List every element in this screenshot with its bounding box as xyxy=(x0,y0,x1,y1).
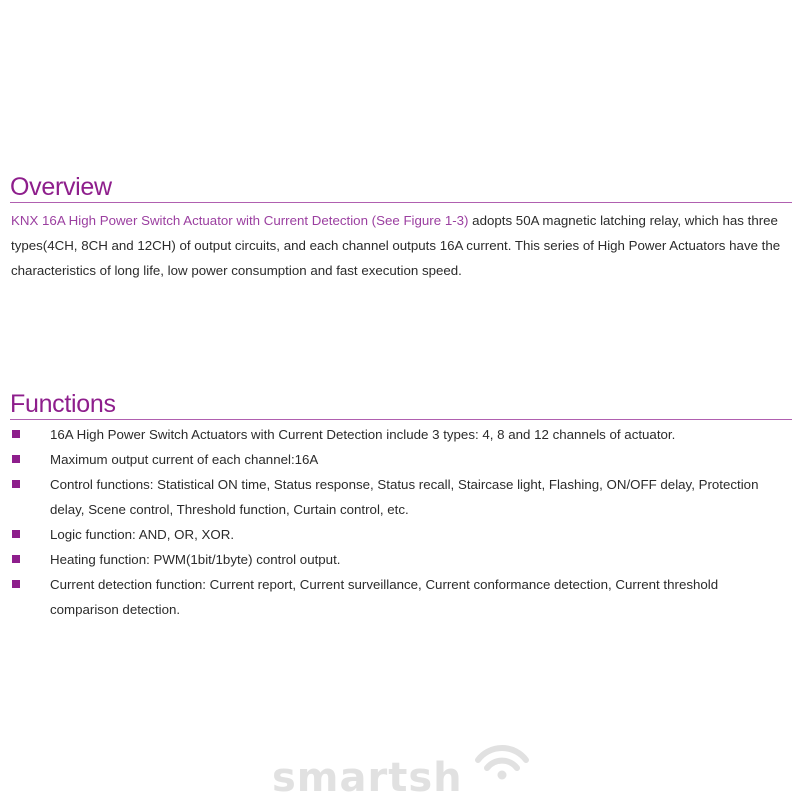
overview-divider xyxy=(10,202,792,203)
list-item-text: Heating function: PWM(1bit/1byte) control output. xyxy=(50,552,341,567)
watermark-text: smartsh xyxy=(272,755,463,801)
product-name-link: KNX 16A High Power Switch Actuator with Current Detection (See Figure 1-3) xyxy=(11,213,469,228)
list-item xyxy=(0,547,785,572)
overview-section xyxy=(0,172,800,283)
bullet-square-icon xyxy=(12,530,20,538)
list-item xyxy=(0,472,785,522)
bullet-square-icon xyxy=(12,480,20,488)
bullet-square-icon xyxy=(12,430,20,438)
watermark-logo xyxy=(272,738,532,800)
overview-paragraph xyxy=(11,208,791,283)
list-item xyxy=(0,522,785,547)
functions-section xyxy=(0,389,800,622)
functions-divider xyxy=(10,419,792,420)
list-item xyxy=(0,422,785,447)
list-item-text: 16A High Power Switch Actuators with Current Detection include 3 types: 4, 8 and 12 channels of actuator. xyxy=(50,427,676,442)
overview-body-text: adopts 50A magnetic latching relay, which has three types(4CH, 8CH and 12CH) of output circuits, and each channel outputs 16A current. This series of High Power Actuators have the characteristics of long life, low power consumption and fast execution speed. xyxy=(11,213,781,278)
bullet-square-icon xyxy=(12,455,20,463)
bullet-square-icon xyxy=(12,555,20,563)
list-item-text: Current detection function: Current report, Current surveillance, Current conformance detection, Current threshold comparison detection. xyxy=(50,577,719,617)
functions-heading: Functions xyxy=(10,390,116,418)
overview-heading: Overview xyxy=(10,173,112,201)
wifi-icon xyxy=(472,738,532,780)
list-item-text: Maximum output current of each channel:16A xyxy=(50,452,319,467)
list-item-text: Control functions: Statistical ON time, Status response, Status recall, Staircase light, Flashing, ON/OFF delay, Protection delay, Scene control, Threshold function, Curtain control, etc. xyxy=(50,477,759,517)
list-item-text: Logic function: AND, OR, XOR. xyxy=(50,527,235,542)
functions-list xyxy=(0,422,800,622)
list-item xyxy=(0,572,785,622)
bullet-square-icon xyxy=(12,580,20,588)
list-item xyxy=(0,447,785,472)
